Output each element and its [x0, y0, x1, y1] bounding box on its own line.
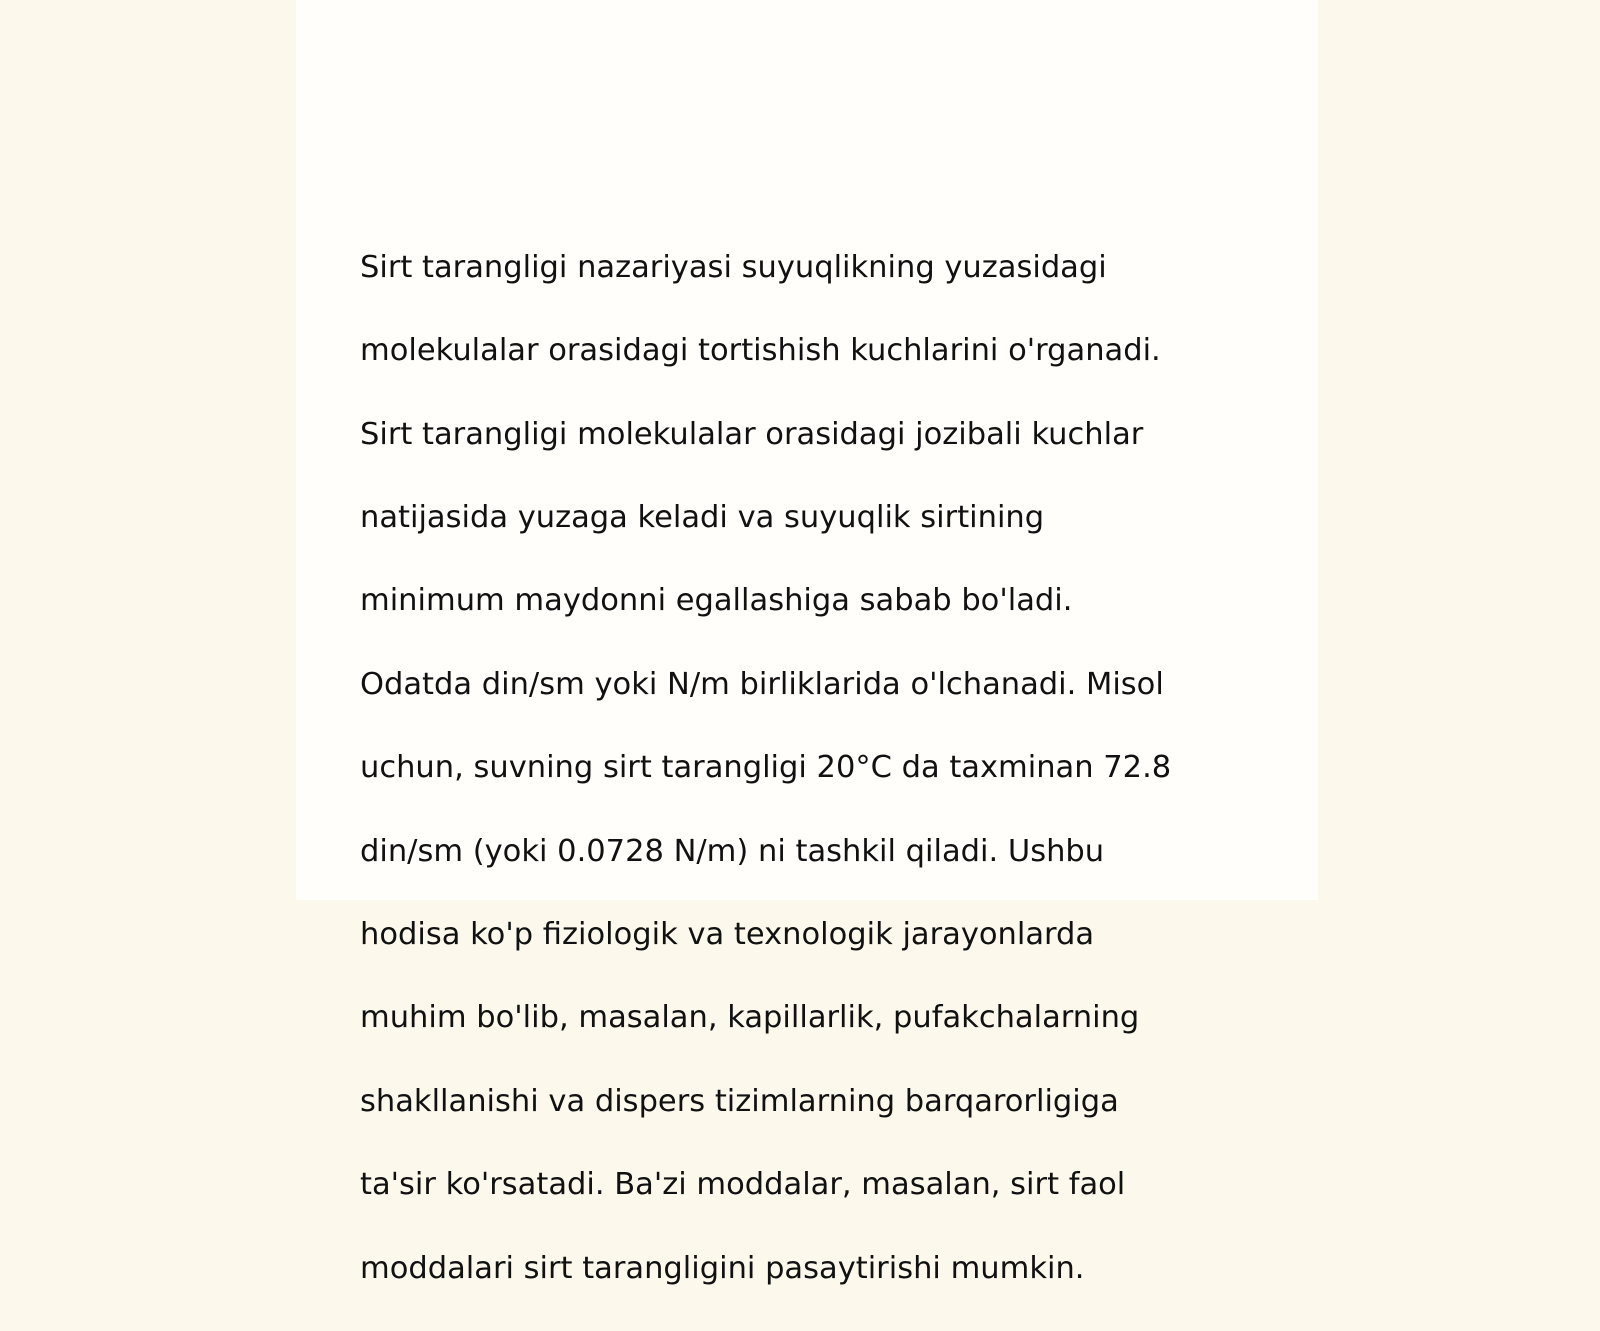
paragraph-line: uchun, suvning sirt tarangligi 20°C da taxminan 72.8: [360, 750, 1172, 786]
paragraph-line: natijasida yuzaga keladi va suyuqlik sirtining: [360, 499, 1045, 535]
paragraph-line: Sirt tarangligi nazariyasi suyuqlikning yuzasidagi: [360, 249, 1107, 285]
document-page: [296, 0, 1318, 1286]
paragraph-line: Sirt tarangligi molekulalar orasidagi jozibali kuchlar: [360, 416, 1144, 452]
paragraph-line: moddalari sirt tarangligini pasaytirishi mumkin.: [360, 1250, 1085, 1286]
body-paragraph: [360, 205, 1240, 1331]
paragraph-line: din/sm (yoki 0.0728 N/m) ni tashkil qiladi. Ushbu: [360, 833, 1105, 869]
paragraph-line: muhim bo'lib, masalan, kapillarlik, pufakchalarning: [360, 1000, 1140, 1036]
paragraph-line: molekulalar orasidagi tortishish kuchlarini o'rganadi.: [360, 333, 1161, 369]
paragraph-line: Odatda din/sm yoki N/m birliklarida o'lchanadi. Misol: [360, 666, 1164, 702]
paragraph-line: hodisa ko'p fiziologik va texnologik jarayonlarda: [360, 916, 1095, 952]
paragraph-line: shakllanishi va dispers tizimlarning barqarorligiga: [360, 1083, 1119, 1119]
paragraph-line: minimum maydonni egallashiga sabab bo'ladi.: [360, 583, 1073, 619]
paragraph-line: ta'sir ko'rsatadi. Ba'zi moddalar, masalan, sirt faol: [360, 1167, 1126, 1203]
